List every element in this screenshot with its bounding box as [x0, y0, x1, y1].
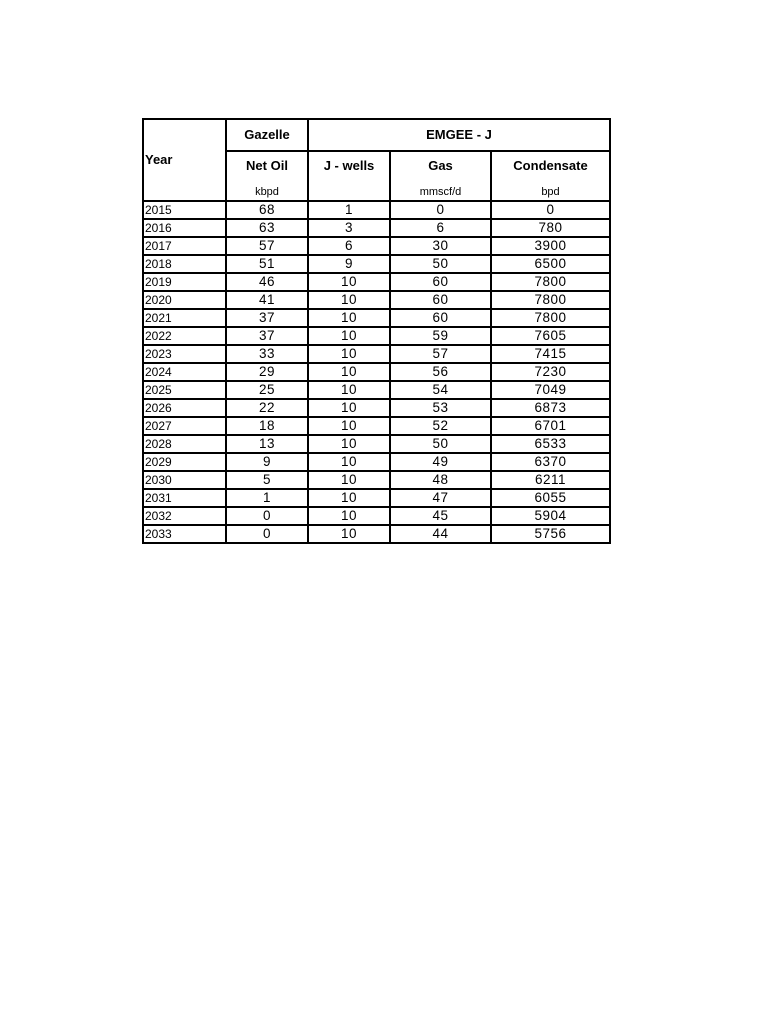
year-cell: 2032 [143, 507, 226, 525]
j-wells-cell: 10 [308, 363, 390, 381]
gas-cell: 60 [390, 309, 491, 327]
net-oil-cell: 46 [226, 273, 308, 291]
j-wells-cell: 9 [308, 255, 390, 273]
condensate-cell: 780 [491, 219, 610, 237]
gas-cell: 44 [390, 525, 491, 543]
condensate-cell: 6701 [491, 417, 610, 435]
net-oil-cell: 51 [226, 255, 308, 273]
condensate-cell: 7800 [491, 309, 610, 327]
j-wells-cell: 3 [308, 219, 390, 237]
net-oil-cell: 68 [226, 201, 308, 219]
net-oil-cell: 37 [226, 309, 308, 327]
gas-unit: mmscf/d [419, 186, 462, 198]
condensate-cell: 7049 [491, 381, 610, 399]
year-cell: 2022 [143, 327, 226, 345]
table-row [143, 255, 610, 273]
gazelle-header: Gazelle [226, 119, 308, 151]
production-table [142, 118, 611, 544]
condensate-cell: 7800 [491, 291, 610, 309]
net-oil-cell: 0 [226, 507, 308, 525]
table-row [143, 399, 610, 417]
header-row-top [143, 119, 610, 151]
table-row [143, 201, 610, 219]
condensate-label: Condensate [513, 158, 588, 173]
year-cell: 2024 [143, 363, 226, 381]
gas-header [390, 151, 491, 201]
condensate-cell: 7415 [491, 345, 610, 363]
year-cell: 2017 [143, 237, 226, 255]
condensate-cell: 6055 [491, 489, 610, 507]
j-wells-cell: 10 [308, 345, 390, 363]
condensate-cell: 7605 [491, 327, 610, 345]
condensate-cell: 3900 [491, 237, 610, 255]
net-oil-cell: 41 [226, 291, 308, 309]
net-oil-label: Net Oil [246, 158, 288, 173]
year-cell: 2023 [143, 345, 226, 363]
condensate-cell: 5904 [491, 507, 610, 525]
j-wells-cell: 10 [308, 381, 390, 399]
table-row [143, 489, 610, 507]
table-row [143, 345, 610, 363]
gas-cell: 49 [390, 453, 491, 471]
j-wells-cell: 10 [308, 327, 390, 345]
table-row [143, 417, 610, 435]
condensate-cell: 5756 [491, 525, 610, 543]
year-cell: 2026 [143, 399, 226, 417]
j-wells-cell: 10 [308, 525, 390, 543]
j-wells-cell: 10 [308, 471, 390, 489]
gas-cell: 30 [390, 237, 491, 255]
net-oil-cell: 37 [226, 327, 308, 345]
condensate-cell: 7230 [491, 363, 610, 381]
year-cell: 2021 [143, 309, 226, 327]
gas-cell: 48 [390, 471, 491, 489]
year-cell: 2015 [143, 201, 226, 219]
year-cell: 2027 [143, 417, 226, 435]
net-oil-cell: 18 [226, 417, 308, 435]
j-wells-cell: 10 [308, 273, 390, 291]
net-oil-cell: 25 [226, 381, 308, 399]
year-cell: 2031 [143, 489, 226, 507]
j-wells-cell: 10 [308, 309, 390, 327]
net-oil-cell: 57 [226, 237, 308, 255]
gas-cell: 60 [390, 273, 491, 291]
year-cell: 2029 [143, 453, 226, 471]
year-cell: 2033 [143, 525, 226, 543]
table-row [143, 525, 610, 543]
gas-cell: 52 [390, 417, 491, 435]
net-oil-cell: 63 [226, 219, 308, 237]
gas-cell: 54 [390, 381, 491, 399]
j-wells-cell: 10 [308, 399, 390, 417]
table-row [143, 273, 610, 291]
j-wells-cell: 10 [308, 435, 390, 453]
net-oil-cell: 5 [226, 471, 308, 489]
table-row [143, 291, 610, 309]
year-cell: 2030 [143, 471, 226, 489]
gas-cell: 59 [390, 327, 491, 345]
j-wells-cell: 1 [308, 201, 390, 219]
table-row [143, 327, 610, 345]
j-wells-cell: 10 [308, 489, 390, 507]
table-row [143, 471, 610, 489]
year-cell: 2025 [143, 381, 226, 399]
table-row [143, 507, 610, 525]
net-oil-cell: 33 [226, 345, 308, 363]
net-oil-cell: 1 [226, 489, 308, 507]
year-cell: 2020 [143, 291, 226, 309]
table-row [143, 453, 610, 471]
net-oil-cell: 0 [226, 525, 308, 543]
condensate-cell: 6211 [491, 471, 610, 489]
gas-label: Gas [428, 158, 453, 173]
table-row [143, 435, 610, 453]
j-wells-label: J - wells [323, 158, 375, 173]
gas-cell: 57 [390, 345, 491, 363]
condensate-cell: 7800 [491, 273, 610, 291]
year-cell: 2028 [143, 435, 226, 453]
gas-cell: 53 [390, 399, 491, 417]
gas-cell: 0 [390, 201, 491, 219]
year-cell: 2018 [143, 255, 226, 273]
j-wells-cell: 10 [308, 291, 390, 309]
gas-cell: 56 [390, 363, 491, 381]
net-oil-cell: 13 [226, 435, 308, 453]
gas-cell: 50 [390, 435, 491, 453]
gas-cell: 6 [390, 219, 491, 237]
j-wells-cell: 10 [308, 507, 390, 525]
net-oil-unit: kbpd [255, 186, 279, 198]
condensate-cell: 6873 [491, 399, 610, 417]
condensate-cell: 6500 [491, 255, 610, 273]
j-wells-cell: 10 [308, 417, 390, 435]
gas-cell: 60 [390, 291, 491, 309]
condensate-cell: 6370 [491, 453, 610, 471]
year-cell: 2019 [143, 273, 226, 291]
net-oil-header [226, 151, 308, 201]
net-oil-cell: 22 [226, 399, 308, 417]
emgee-header: EMGEE - J [308, 119, 610, 151]
year-cell: 2016 [143, 219, 226, 237]
j-wells-cell: 6 [308, 237, 390, 255]
table-body [143, 119, 610, 543]
net-oil-cell: 9 [226, 453, 308, 471]
table-row [143, 381, 610, 399]
table-row [143, 363, 610, 381]
year-header: Year [143, 119, 226, 201]
condensate-unit: bpd [541, 186, 560, 198]
table-row [143, 309, 610, 327]
net-oil-cell: 29 [226, 363, 308, 381]
gas-cell: 45 [390, 507, 491, 525]
table-row [143, 237, 610, 255]
condensate-cell: 0 [491, 201, 610, 219]
condensate-header [491, 151, 610, 201]
j-wells-cell: 10 [308, 453, 390, 471]
gas-cell: 47 [390, 489, 491, 507]
condensate-cell: 6533 [491, 435, 610, 453]
table-row [143, 219, 610, 237]
j-wells-header [308, 151, 390, 201]
gas-cell: 50 [390, 255, 491, 273]
